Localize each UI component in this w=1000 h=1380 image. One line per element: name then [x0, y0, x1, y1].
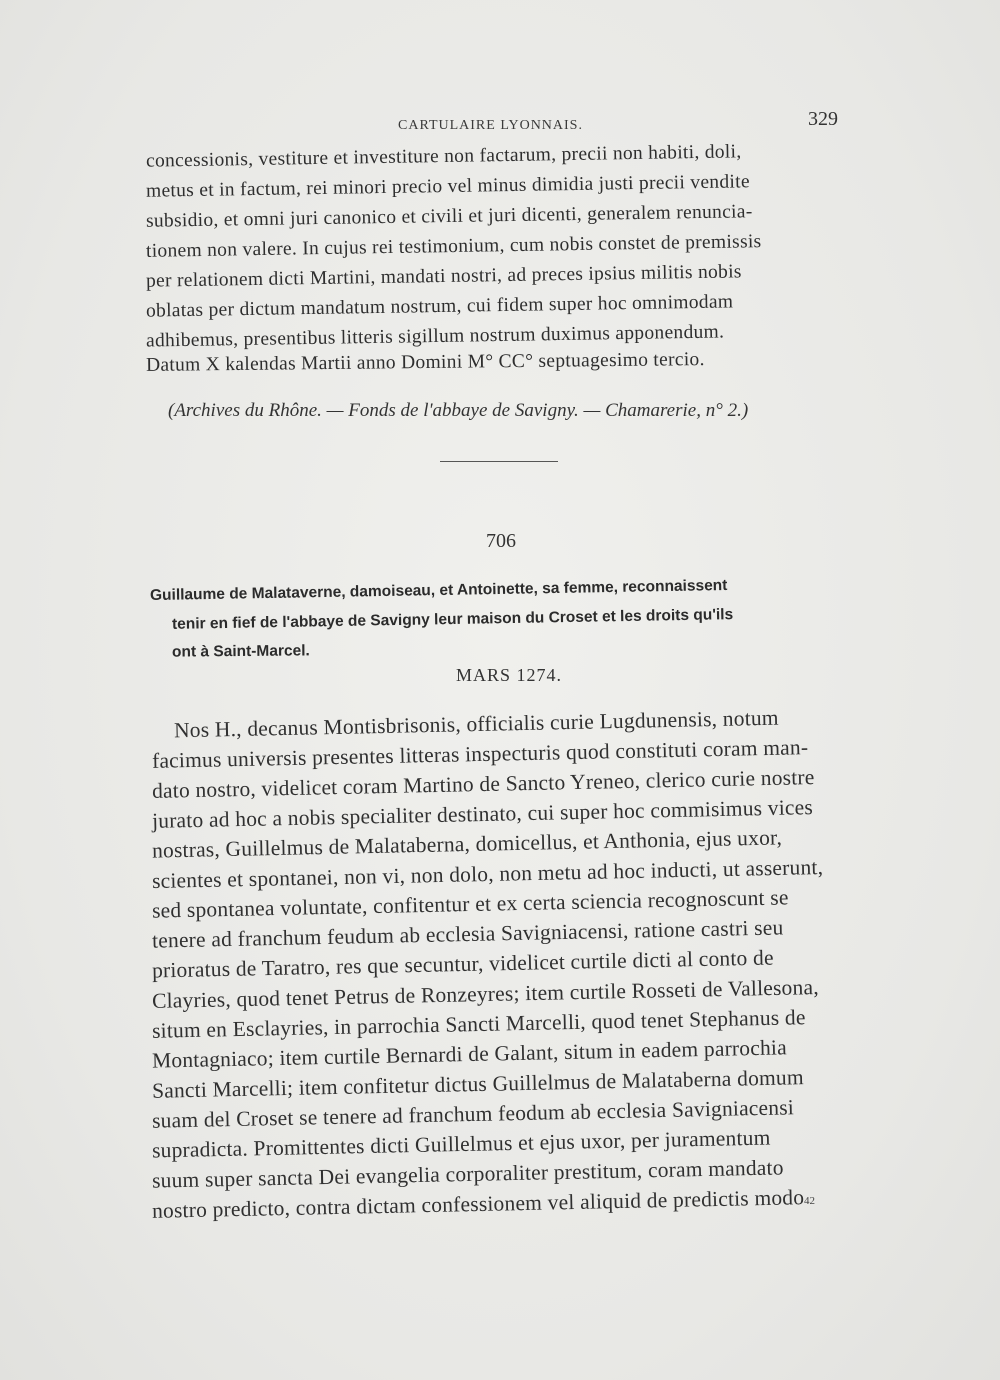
charter-text-line: dato nostro, videlicet coram Martino de Sancto Yreneo, clerico curie nostre — [151, 765, 815, 803]
charter-text-line: situm en Esclayries, in parrochia Sancti Marcelli, quod tenet Stephanus de — [151, 1005, 806, 1043]
charter-text-line: Montagniaco; item curtile Bernardi de Galant, situm in eadem parrochia — [151, 1035, 788, 1073]
page-number: 329 — [808, 108, 838, 130]
prev-text-line: subsidio, et omni juri canonico et civili et juri dicenti, generalem renuncia- — [145, 201, 753, 232]
charter-text-line: Clayries, quod tenet Petrus de Ronzeyres; item curtile Rosseti de Vallesona, — [151, 975, 819, 1013]
charter-text-line: jurato ad hoc a nobis specialiter destinato, cui super hoc commisimus vices — [151, 795, 814, 833]
prev-text-line: metus et in factum, rei minori precio vel minus dimidia justi precii vendite — [145, 171, 750, 202]
prev-text-line: Datum X kalendas Martii anno Domini M° CC° septuagesimo tercio. — [145, 349, 705, 376]
charter-text-line: facimus universis presentes litteras inspecturis quod constituti coram man- — [151, 735, 809, 773]
source-citation: (Archives du Rhône. — Fonds de l'abbaye de Savigny. — Chamarerie, n° 2.) — [168, 400, 749, 421]
document-summary-line: Guillaume de Malataverne, damoiseau, et Antoinette, sa femme, reconnaissent — [149, 576, 728, 605]
charter-text-line: nostro predicto, contra dictam confessionem vel aliquid de predictis modo — [151, 1185, 805, 1223]
prev-text-line: concessionis, vestiture et investiture non factarum, precii non habiti, doli, — [145, 141, 742, 172]
document-summary-line: ont à Saint-Marcel. — [171, 642, 310, 661]
charter-text-line: tenere ad franchum feudum ab ecclesia Savigniacensi, ratione castri seu — [151, 915, 784, 953]
charter-text-line: nostras, Guillelmus de Malataberna, domicellus, et Anthonia, ejus uxor, — [151, 825, 783, 863]
prev-text-line: adhibemus, presentibus litteris sigillum nostrum duximus apponendum. — [145, 321, 725, 352]
signature-mark: 42 — [804, 1195, 815, 1207]
section-divider — [440, 461, 558, 462]
document-date: MARS 1274. — [456, 665, 563, 685]
prev-text-line: per relationem dicti Martini, mandati nostri, ad preces ipsius militis nobis — [145, 261, 742, 292]
running-head: CARTULAIRE LYONNAIS. — [398, 118, 583, 133]
charter-text-line: supradicta. Promittentes dicti Guillelmus et ejus uxor, per juramentum — [151, 1125, 771, 1163]
document-number: 706 — [486, 530, 516, 552]
charter-text-line: sed spontanea voluntate, confitentur et ex certa sciencia recognoscunt se — [151, 885, 789, 923]
charter-text-line: suam del Croset se tenere ad franchum feodum ab ecclesia Savigniacensi — [151, 1095, 795, 1133]
charter-text-line: suum super sancta Dei evangelia corporaliter prestitum, coram mandato — [151, 1155, 784, 1193]
prev-text-line: tionem non valere. In cujus rei testimonium, cum nobis constet de premissis — [145, 231, 762, 262]
charter-text-line: prioratus de Taratro, res que secuntur, videlicet curtile dicti al conto de — [151, 945, 774, 983]
charter-text-line: scientes et spontanei, non vi, non dolo, non metu ad hoc inducti, ut asserunt, — [151, 854, 824, 894]
charter-text-line: Nos H., decanus Montisbrisonis, officialis curie Lugdunensis, notum — [173, 705, 779, 743]
prev-text-line: oblatas per dictum mandatum nostrum, cui fidem super hoc omnimodam — [145, 291, 734, 322]
charter-text-line: Sancti Marcelli; item confitetur dictus Guillelmus de Malataberna domum — [151, 1065, 805, 1103]
document-summary-line: tenir en fief de l'abbaye de Savigny leur maison du Croset et les droits qu'ils — [171, 606, 734, 633]
